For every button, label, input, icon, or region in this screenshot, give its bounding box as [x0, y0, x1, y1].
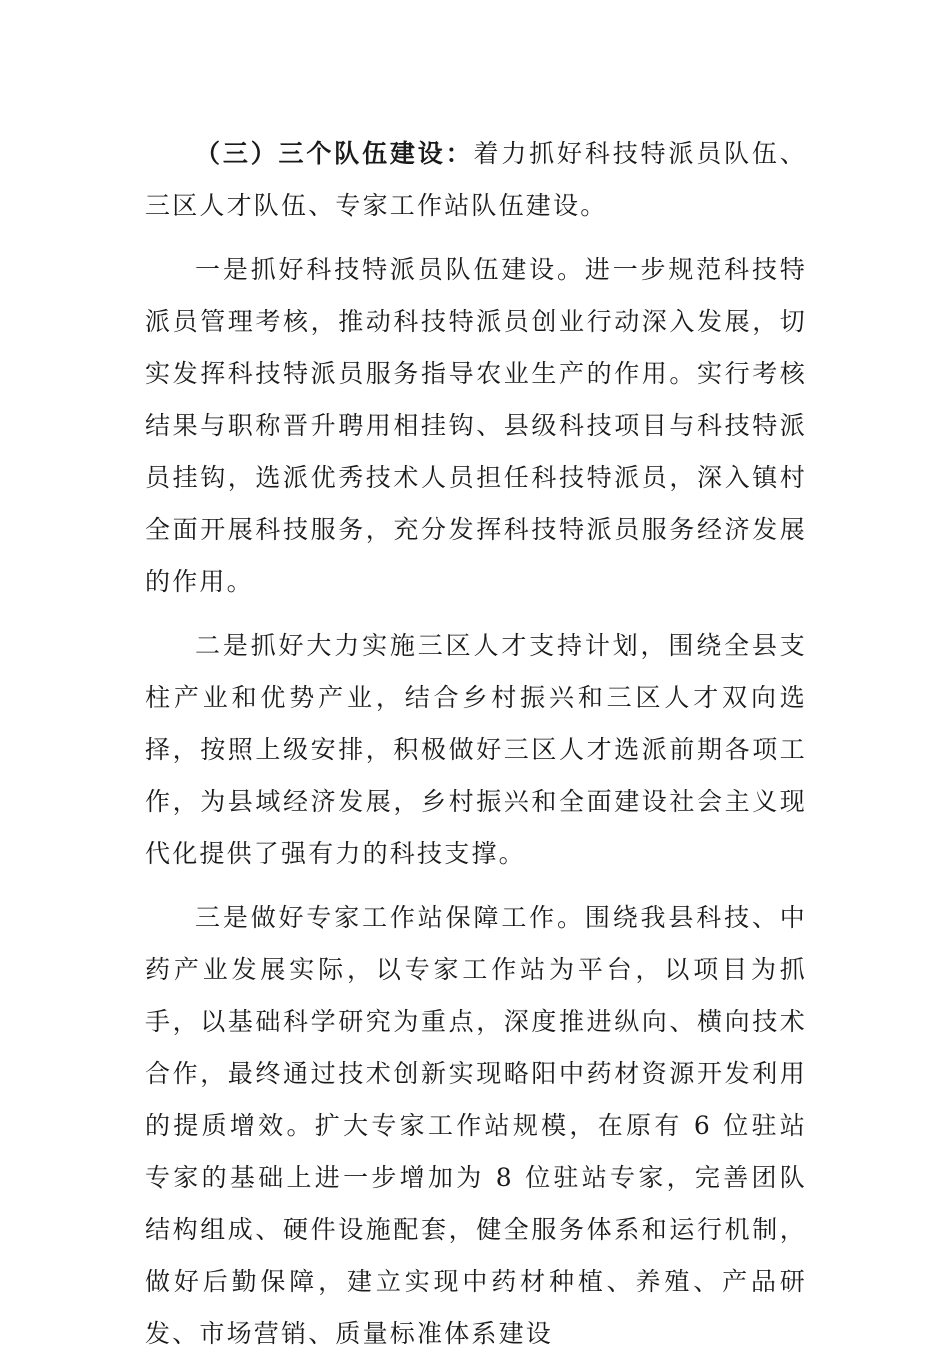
- paragraph-three-regions-talent: 二是抓好大力实施三区人才支持计划，围绕全县支柱产业和优势产业，结合乡村振兴和三区人才双向选择，按照上级安排，积极做好三区人才选派前期各项工作，为县域经济发展，乡村振兴和全面建设社会主义现代化提供了强有力的科技支撑。: [145, 631, 807, 868]
- section-heading-paragraph: [145, 128, 807, 232]
- paragraph-expert-workstation: 三是做好专家工作站保障工作。围绕我县科技、中药产业发展实际，以专家工作站为平台，以项目为抓手，以基础科学研究为重点，深度推进纵向、横向技术合作，最终通过技术创新实现略阳中药材资源开发利用的提质增效。扩大专家工作站规模，在原有 6 位驻站专家的基础上进一步增加为 8 位驻站专家，完善团队结构组成、硬件设施配套，健全服务体系和运行机制，做好后勤保障，建立实现中药材种植、养殖、产品研发、市场营销、质量标准体系建设: [145, 903, 807, 1348]
- section-heading-text: 着力抓好科技特派员队伍、三区人才队伍、专家工作站队伍建设。: [145, 139, 807, 220]
- section-heading: （三）三个队伍建设：: [195, 139, 474, 168]
- document-body: [145, 128, 807, 1372]
- paragraph-tech-envoy: 一是抓好科技特派员队伍建设。进一步规范科技特派员管理考核，推动科技特派员创业行动深入发展，切实发挥科技特派员服务指导农业生产的作用。实行考核结果与职称晋升聘用相挂钩、县级科技项目与科技特派员挂钩，选派优秀技术人员担任科技特派员，深入镇村全面开展科技服务，充分发挥科技特派员服务经济发展的作用。: [145, 255, 807, 596]
